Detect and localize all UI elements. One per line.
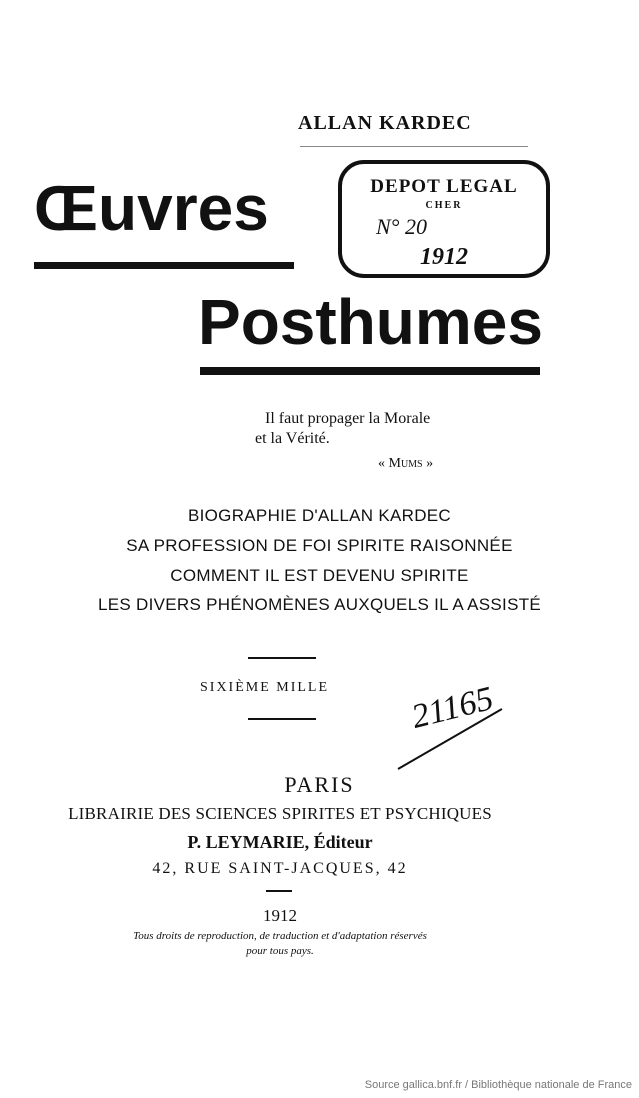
contents-line-4: LES DIVERS PHÉNOMÈNES AUXQUELS IL A ASSISTÉ (97, 595, 542, 614)
stamp-number: N° 20 (376, 214, 427, 239)
epigraph-line-2: et la Vérité. (255, 430, 330, 447)
title-rule-1 (34, 262, 294, 269)
handwritten-number: 21165 (408, 680, 497, 736)
source-footer: Source gallica.bnf.fr / Bibliothèque nationale de France (364, 1079, 632, 1091)
edition-rule-top (248, 657, 316, 659)
publisher-house: LIBRAIRIE DES SCIENCES SPIRITES ET PSYCHIQUES (68, 804, 492, 823)
title-line-1: Œuvres (34, 172, 269, 244)
edition-label: SIXIÈME MILLE (200, 680, 330, 695)
contents-line-2: SA PROFESSION DE FOI SPIRITE RAISONNÉE (126, 536, 513, 555)
legal-deposit-stamp (338, 160, 550, 278)
publisher-address: 42, RUE SAINT-JACQUES, 42 (152, 860, 408, 877)
stamp-line-2: CHER (425, 200, 463, 211)
epigraph-line-1: Il faut propager la Morale (265, 410, 431, 427)
contents-line-1: BIOGRAPHIE D'ALLAN KARDEC (188, 506, 451, 525)
publication-year: 1912 (263, 906, 297, 925)
title-line-2: Posthumes (198, 286, 543, 358)
epigraph-attribution: « Mums » (378, 456, 434, 471)
stamp-year: 1912 (420, 244, 468, 270)
stamp-line-1: DEPOT LEGAL (370, 176, 518, 197)
edition-rule-bottom (248, 718, 316, 720)
publisher-editor: P. LEYMARIE, Éditeur (187, 832, 373, 852)
author-underline (300, 146, 528, 147)
title-rule-2 (200, 367, 540, 375)
rights-line-2: pour tous pays. (246, 945, 314, 957)
publisher-rule (266, 890, 292, 892)
publisher-city: PARIS (284, 772, 355, 797)
author-name: ALLAN KARDEC (298, 112, 472, 134)
rights-line-1: Tous droits de reproduction, de traduction et d'adaptation réservés (133, 930, 427, 942)
contents-line-3: COMMENT IL EST DEVENU SPIRITE (170, 566, 469, 585)
